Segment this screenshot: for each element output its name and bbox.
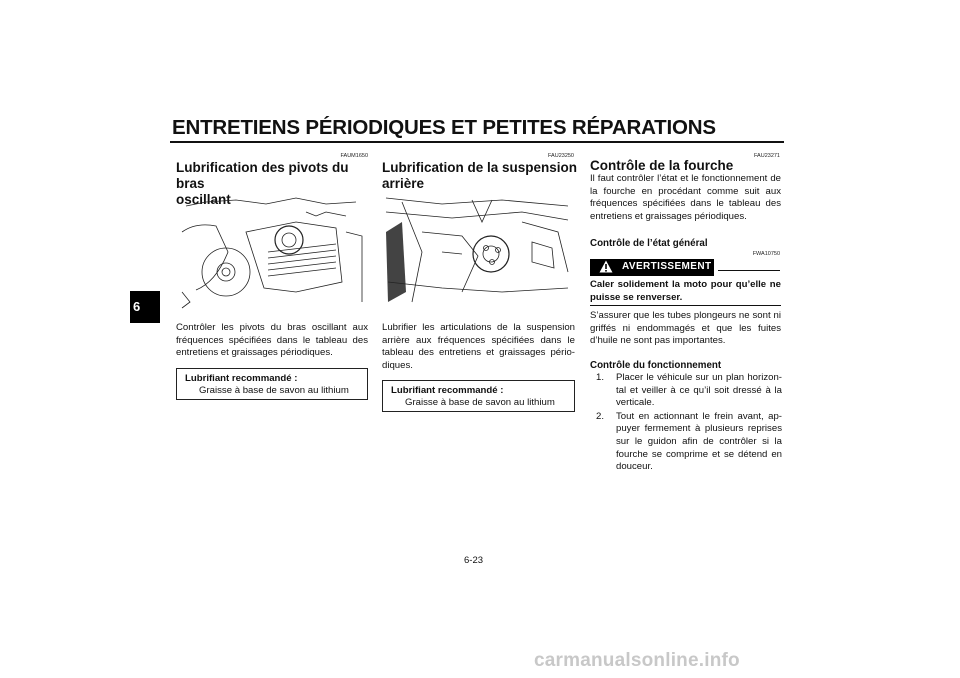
col1-title-line2: oscillant bbox=[176, 192, 231, 207]
col1-lubricant-value: Graisse à base de savon au lithium bbox=[199, 385, 349, 396]
warning-triangle-icon bbox=[599, 260, 613, 273]
col1-lubricant-label: Lubrifiant recommandé : bbox=[185, 373, 298, 384]
col1-lubricant-box bbox=[176, 368, 368, 400]
warning-text: Caler solidement la moto pour qu’elle ne puisse se renverser. bbox=[590, 279, 781, 303]
step-text: Placer le véhicule sur un plan horizon-tal et veiller à ce qu’il soit dressé à la verticale. bbox=[616, 372, 782, 409]
warning-rule bbox=[718, 270, 780, 271]
col3-ref-code: FAU23271 bbox=[754, 153, 780, 159]
col1-title-line1: Lubrification des pivots du bras bbox=[176, 160, 349, 191]
col3-section-title: Contrôle de la fourche bbox=[590, 158, 734, 173]
chapter-tab bbox=[130, 291, 160, 323]
col3-subheading-operation: Contrôle du fonctionnement bbox=[590, 360, 722, 371]
chapter-number: 6 bbox=[133, 299, 141, 314]
col2-title-line1: Lubrification de la suspension bbox=[382, 160, 578, 175]
col1-body-text: Contrôler les pivots du bras oscillant aux fréquences spécifiées dans le tableau des entretiens et graissages périodiques. bbox=[176, 322, 368, 359]
col2-title-line2: arrière bbox=[382, 176, 425, 191]
col2-ref-code: FAU23250 bbox=[548, 153, 574, 159]
col1-ref-code: FAUM1650 bbox=[340, 153, 368, 159]
page-header-title: ENTRETIENS PÉRIODIQUES ET PETITES RÉPARATIONS bbox=[172, 116, 716, 139]
rear-suspension-illustration bbox=[382, 192, 574, 312]
warning-end-rule bbox=[590, 305, 781, 306]
col2-lubricant-label: Lubrifiant recommandé : bbox=[391, 385, 504, 396]
col2-lubricant-value: Graisse à base de savon au lithium bbox=[405, 397, 555, 408]
col3-subheading-general: Contrôle de l’état général bbox=[590, 238, 708, 249]
page-number: 6-23 bbox=[464, 555, 484, 566]
swingarm-pivot-illustration bbox=[176, 192, 368, 312]
step-text: Tout en actionnant le frein avant, ap-puyer fermement à plusieurs reprises sur le guidon afin de contrôler si la fourche se comprime et se détend en douceur. bbox=[616, 410, 782, 473]
warning-badge bbox=[590, 259, 714, 276]
step-number: 2. bbox=[596, 410, 605, 422]
warning-ref-code: FWA10750 bbox=[752, 251, 780, 257]
col3-intro-text: Il faut contrôler l’état et le fonctionnement de la fourche en procédant comme suit aux fréquences spécifiées dans le tableau des entretiens et graissages périodiques. bbox=[590, 173, 781, 222]
col2-body-text: Lubrifier les articulations de la suspension arrière aux fréquences spécifiées dans le tableau des entretiens et graissages pério-diques. bbox=[382, 322, 575, 371]
col2-section-title bbox=[382, 160, 582, 192]
watermark: carmanualsonline.info bbox=[534, 650, 740, 671]
step-number: 1. bbox=[596, 372, 605, 383]
list-item bbox=[596, 411, 782, 474]
warning-label: AVERTISSEMENT bbox=[622, 261, 712, 272]
operation-steps-list bbox=[596, 372, 782, 474]
col2-lubricant-box bbox=[382, 380, 575, 412]
list-item bbox=[596, 372, 782, 410]
col3-check-text: S’assurer que les tubes plongeurs ne sont ni griffés ni endommagés et que les fuites d’huile ne sont pas importantes. bbox=[590, 310, 781, 347]
header-rule bbox=[170, 141, 784, 143]
